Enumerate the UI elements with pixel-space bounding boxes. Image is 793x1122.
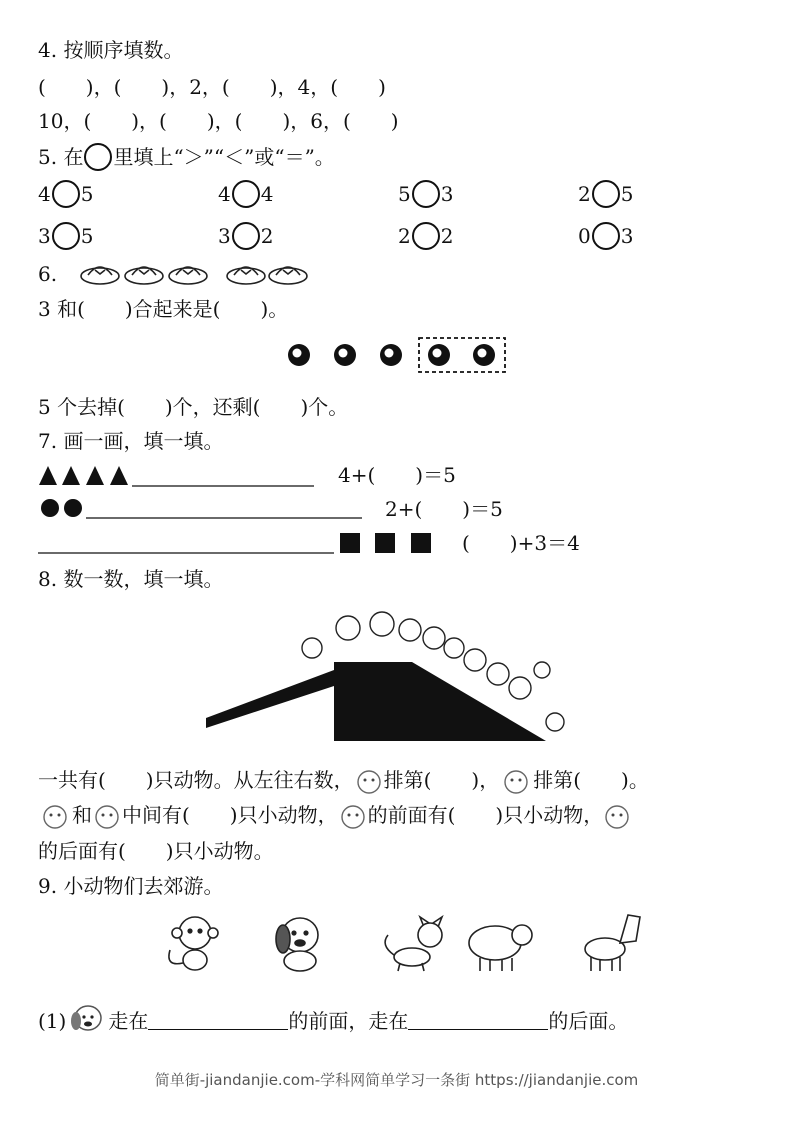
q7-eq2: 2+( )＝5 xyxy=(385,497,503,521)
hat-row xyxy=(78,256,308,297)
tiger-icon xyxy=(338,802,368,837)
answer-circle[interactable] xyxy=(412,180,440,208)
q7-title: 7. 画一画，填一填。 xyxy=(38,429,224,453)
tiger-icon xyxy=(399,619,421,641)
tiger-icon xyxy=(92,802,122,837)
comparison-item: 3 2 xyxy=(218,224,274,248)
answer-circle[interactable] xyxy=(52,222,80,250)
square-icon xyxy=(411,533,431,553)
comparison-item: 4 5 xyxy=(38,182,94,206)
q9-part1-label: (1) xyxy=(38,1009,67,1033)
q9-part1-b: 的前面，走在 xyxy=(288,1009,409,1033)
sheep-icon xyxy=(469,925,532,971)
dog-icon xyxy=(464,649,486,671)
pig-icon xyxy=(487,663,509,685)
hat-icon xyxy=(81,267,119,284)
answer-circle[interactable] xyxy=(592,222,620,250)
dog-icon xyxy=(276,918,318,971)
monkey-icon xyxy=(423,627,445,649)
hat-icon xyxy=(125,267,163,284)
q6-line2: 5 个去掉( )个，还剩( )个。 xyxy=(38,395,349,419)
q9-part1-c: 的后面。 xyxy=(548,1009,629,1033)
footer-watermark: 简单街-jiandanjie.com-学科网简单学习一条街 https://jiandanjie.com xyxy=(154,1071,639,1089)
comparison-item: 4 4 xyxy=(218,182,274,206)
giraffe-icon xyxy=(534,662,550,678)
ball-figure xyxy=(285,336,510,376)
triangle-icon xyxy=(86,466,104,485)
q5-title-post: 里填上“＞”“＜”或“＝”。 xyxy=(113,145,335,169)
slide-illustration xyxy=(200,600,600,750)
dot-icon xyxy=(64,499,82,517)
ball-icon xyxy=(380,344,402,366)
hat-icon xyxy=(169,267,207,284)
q8-line3: 的后面有( )只小动物。 xyxy=(38,839,274,863)
cat-icon xyxy=(385,917,442,971)
answer-circle-icon xyxy=(84,143,112,171)
answer-circle[interactable] xyxy=(52,180,80,208)
square-icon xyxy=(375,533,395,553)
hat-icons xyxy=(78,256,308,290)
rabbit-icon xyxy=(444,638,464,658)
answer-circle[interactable] xyxy=(232,222,260,250)
bear-icon xyxy=(509,677,531,699)
triangle-icon xyxy=(110,466,128,485)
answer-circle[interactable] xyxy=(592,180,620,208)
comparison-item: 3 5 xyxy=(38,224,94,248)
hat-icon xyxy=(227,267,265,284)
lizard-icon xyxy=(546,713,564,731)
q4-title: 4. 按顺序填数。 xyxy=(38,38,184,62)
q9-part1-a: 走在 xyxy=(108,1009,149,1033)
q4-row1: ( )，( )，2，( )，4，( ) xyxy=(38,75,386,99)
comparison-item: 5 3 xyxy=(398,182,454,206)
triangles-row xyxy=(38,463,318,489)
q8-line2-b: 中间有( )只小动物， xyxy=(122,803,338,827)
answer-circle[interactable] xyxy=(232,180,260,208)
animals-row xyxy=(150,905,650,975)
q8-line1-b: 排第( )， xyxy=(383,768,500,792)
q6-line1: 3 和( )合起来是( )。 xyxy=(38,297,289,321)
cow-icon xyxy=(336,616,360,640)
ball-icon xyxy=(334,344,356,366)
tiger-icon xyxy=(603,802,631,837)
monkey-icon xyxy=(38,802,72,837)
rooster-icon xyxy=(302,638,322,658)
q4-row2: 10，( )，( )，( )，6，( ) xyxy=(38,109,399,133)
square-icon xyxy=(340,533,360,553)
q5-title-pre: 5. 在 xyxy=(38,145,84,169)
hat-icon xyxy=(269,267,307,284)
monkey-icon xyxy=(499,767,533,802)
comparison-item: 2 5 xyxy=(578,182,634,206)
monkey-icon xyxy=(169,917,218,970)
q8-line1-c: 排第( )。 xyxy=(533,768,649,792)
q8-line2 xyxy=(38,801,631,837)
answer-circle[interactable] xyxy=(412,222,440,250)
comparison-item: 2 2 xyxy=(398,224,454,248)
q8-line2-c: 的前面有( )只小动物， xyxy=(367,803,604,827)
q9-title: 9. 小动物们去郊游。 xyxy=(38,874,224,898)
dot-icon xyxy=(41,499,59,517)
q8-line1 xyxy=(38,766,649,802)
answer-blank[interactable] xyxy=(408,1009,548,1030)
comparison-item: 0 3 xyxy=(578,224,634,248)
q8-title: 8. 数一数，填一填。 xyxy=(38,567,224,591)
squares-row xyxy=(38,530,438,556)
q6-title: 6. xyxy=(38,262,58,286)
q7-eq3: ( )+3＝4 xyxy=(462,531,580,555)
ball-icon xyxy=(428,344,450,366)
triangle-icon xyxy=(62,466,80,485)
circles-row xyxy=(38,496,368,522)
q8-line2-a: 和 xyxy=(72,803,92,827)
tiger-icon xyxy=(354,767,384,802)
triangle-icon xyxy=(39,466,57,485)
horse-icon xyxy=(585,915,640,971)
mouse-icon xyxy=(370,612,394,636)
ball-icon xyxy=(473,344,495,366)
q9-part1 xyxy=(38,1002,628,1043)
q8-line1-a: 一共有( )只动物。从左往右数， xyxy=(38,768,354,792)
q7-eq1: 4+( )＝5 xyxy=(338,463,456,487)
answer-blank[interactable] xyxy=(148,1009,288,1030)
dog-icon xyxy=(66,1002,108,1043)
q5-title xyxy=(38,143,335,171)
ball-icon xyxy=(288,344,310,366)
